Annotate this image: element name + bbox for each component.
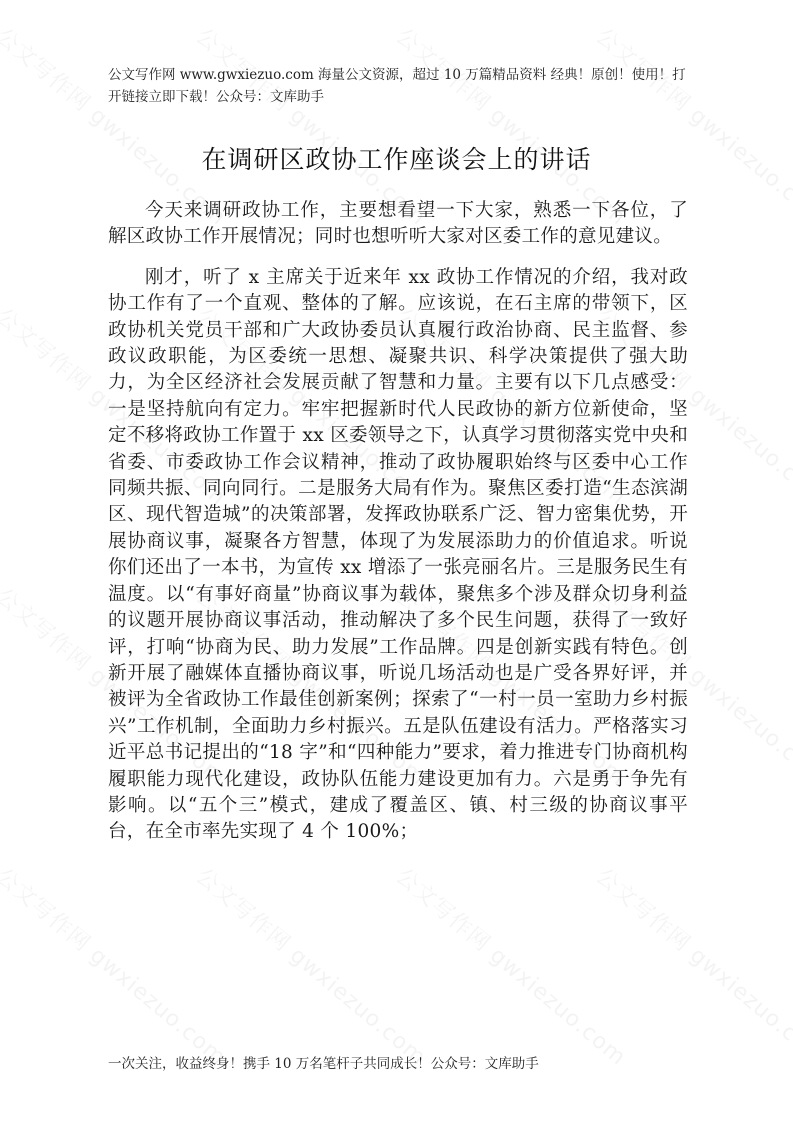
paragraph: 今天来调研政协工作，主要想看望一下大家，熟悉一下各位，了解区政协工作开展情况；同时也想听听大家对区委工作的意见建议。 bbox=[108, 200, 688, 248]
paragraph: 刚才，听了 x 主席关于近来年 xx 政协工作情况的介绍，我对政协工作有了一个直观、整体的了解。应该说，在石主席的带领下，区政协机关党员干部和广大政协委员认真履行政治协商、民主监督、参政议政职能，为区委统一思想、凝聚共识、科学决策提供了强大助力，为全区经济社会发展贡献了智慧和力量。主要有以下几点感受：一是坚持航向有定力。牢牢把握新时代人民政协的新方位新使命，坚定不移将政协工作置于 xx 区委领导之下，认真学习贯彻落实党中央和省委、市委政协工作会议精神，推动了政协履职始终与区委中心工作同频共振、同向同行。二是服务大局有作为。聚焦区委打造“生态滨湖区、现代智造城”的决策部署，发挥政协联系广泛、智力密集优势，开展协商议事，凝聚各方智慧，体现了为发展添助力的价值追求。听说你们还出了一本书，为宣传 xx 增添了一张亮丽名片。三是服务民生有温度。以“有事好商量”协商议事为载体，聚焦多个涉及群众切身利益的议题开展协商议事活动，推动解决了多个民生问题，获得了一致好评，打响“协商为民、助力发展”工作品牌。四是创新实践有特色。创新开展了融媒体直播协商议事，听说几场活动也是广受各界好评，并被评为全省政协工作最佳创新案例；探索了“一村一员一室助力乡村振兴”工作机制，全面助力乡村振兴。五是队伍建设有活力。严格落实习近平总书记提出的“18 字”和“四种能力”要求，着力推进专门协商机构履职能力现代化建设，政协队伍能力建设更加有力。六是勇于争先有影响。以“五个三”模式，建成了覆盖区、镇、村三级的协商议事平台，在全市率先实现了 4 个 100%； bbox=[108, 266, 688, 843]
watermark-text bbox=[0, 860, 234, 1072]
document-title: 在调研区政协工作座谈会上的讲话 bbox=[201, 145, 592, 174]
document-body bbox=[108, 198, 688, 860]
watermark-text bbox=[390, 860, 634, 1072]
header-promo-note: 公文写作网 www.gwxiezuo.com 海量公文资源，超过 10 万篇精品资料 经典！原创！使用！打开链接立即下载！公众号：文库助手 bbox=[108, 67, 686, 105]
footer-promo-note: 一次关注，收益终身！携手 10 万名笔杆子共同成长！公众号：文库助手 bbox=[108, 1056, 539, 1072]
watermark-text bbox=[590, 860, 793, 1072]
watermark-text bbox=[190, 860, 434, 1072]
